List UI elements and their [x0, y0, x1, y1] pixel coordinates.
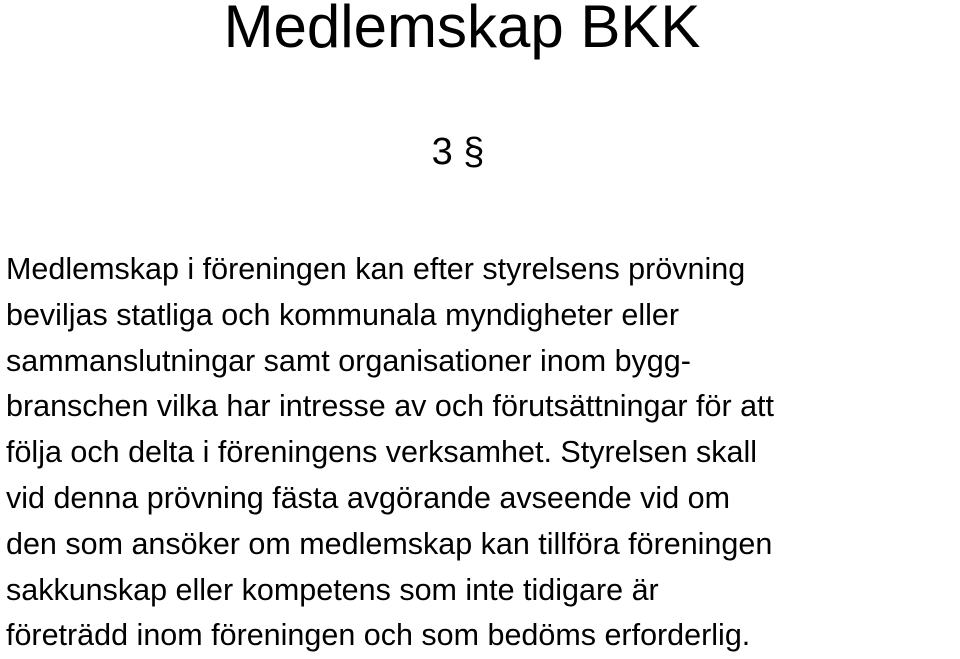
- page-title: Medlemskap BKK: [223, 0, 701, 60]
- paragraph-line: följa och delta i föreningens verksamhet. Styrelsen skall: [6, 435, 758, 470]
- paragraph-line: den som ansöker om medlemskap kan tillföra föreningen: [6, 526, 773, 561]
- paragraph-line: branschen vilka har intresse av och förutsättningar för att: [6, 389, 774, 424]
- paragraph-line: företrädd inom föreningen och som bedöms erforderlig.: [6, 618, 751, 653]
- paragraph-line: sammanslutningar samt organisationer inom bygg-: [6, 343, 691, 378]
- section-number: 3 §: [431, 131, 485, 173]
- paragraph-line: vid denna prövning fästa avgörande avseende vid om: [6, 480, 731, 515]
- paragraph-line: sakkunskap eller kompetens som inte tidigare är: [6, 572, 659, 607]
- paragraph-line: beviljas statliga och kommunala myndigheter eller: [6, 297, 680, 332]
- paragraph-line: Medlemskap i föreningen kan efter styrelsens prövning: [6, 252, 746, 286]
- body-paragraph: [6, 247, 960, 659]
